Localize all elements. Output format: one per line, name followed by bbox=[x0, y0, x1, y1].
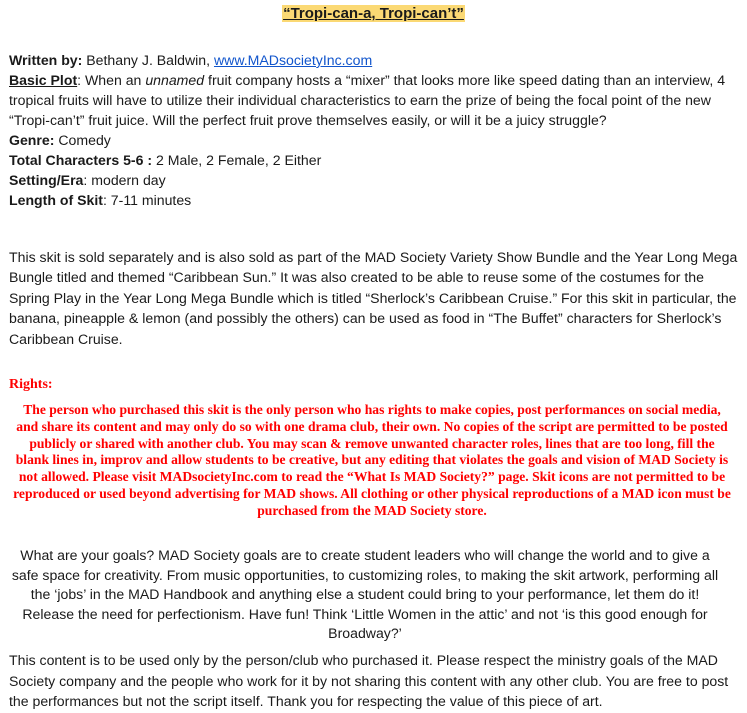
written-by-label: Written by: bbox=[9, 52, 83, 68]
author-name: Bethany J. Baldwin, bbox=[86, 52, 211, 68]
genre-value: Comedy bbox=[58, 132, 111, 148]
website-link[interactable]: www.MADsocietyInc.com bbox=[213, 52, 373, 68]
usage-paragraph: This content is to be used only by the person/club who purchased it. Please respect the ministry goals of the MAD Society company and the people who work for it by not sharing this content with any other club. You are free to post the performances but not the script itself. Thank you for respecting the value of this piece of art. bbox=[9, 652, 729, 709]
basic-plot-label: Basic Plot bbox=[9, 72, 78, 88]
document-title bbox=[0, 4, 747, 24]
basic-plot-italic: unnamed bbox=[145, 72, 205, 88]
rights-paragraph: The person who purchased this skit is the only person who has rights to make copies, post performances on social media, and share its content and may only do so with one drama club, their own. No copies of the script are permitted to be posted publicly or shared with another club. You may scan & remove unwanted character roles, lines that are too long, fill the blank lines in, improv and allow students to be creative, but any editing that violates the goals and vision of MAD Society is not allowed. Please visit MADsocietyInc.com to read the “What Is MAD Society?” page. Skit icons are not permitted to be reproduced or used beyond advertising for MAD shows. All clothing or other physical reproductions of a MAD icon must be purchased from the MAD Society store. bbox=[13, 402, 731, 518]
setting-value: : modern day bbox=[83, 172, 166, 188]
setting-row bbox=[9, 170, 739, 190]
sold-separately-paragraph: This skit is sold separately and is also sold as part of the MAD Society Variety Show Bundle and the Year Long Mega Bungle titled and themed “Caribbean Sun.” It was also created to be able to reuse some of the costumes for the Spring Play in the Year Long Mega Bundle which is titled “Sherlock’s Caribbean Cruise.” For this skit in particular, the banana, pineapple & lemon (and possibly the others) can be used as food in “The Buffet” characters for Sherlock’s Caribbean Cruise. bbox=[9, 249, 738, 347]
basic-plot-row bbox=[9, 70, 739, 130]
basic-plot-text-start: : When an bbox=[77, 72, 146, 88]
genre-label: Genre: bbox=[9, 132, 55, 148]
genre-row bbox=[9, 130, 739, 150]
length-label: Length of Skit bbox=[9, 192, 103, 208]
goals-paragraph: What are your goals? MAD Society goals are to create student leaders who will change the world and to give a safe space for creativity. From music opportunities, to customizing roles, to making the skit artwork, performing all the ‘jobs’ in the MAD Handbook and anything else a student could bring to your performance, let them do it! Release the need for perfectionism. Have fun! Think ‘Little Women in the attic’ and not ‘is this good enough for Broadway?’ bbox=[11, 547, 719, 641]
setting-label: Setting/Era bbox=[9, 172, 84, 188]
document-title-text: “Tropi-can-a, Tropi-can’t” bbox=[283, 5, 464, 22]
length-row bbox=[9, 190, 739, 210]
skit-details bbox=[9, 50, 739, 210]
characters-value: 2 Male, 2 Female, 2 Either bbox=[156, 152, 322, 168]
characters-row bbox=[9, 150, 739, 170]
basic-plot-text-end: fruit company hosts a “mixer” that looks more like speed dating than an interview, 4 tropical fruits will have to utilize their individual characteristics to earn the prize of being the focal point of the new “Tropi-can’t” fruit juice. Will the perfect fruit prove themselves easily, or will it be a juicy struggle? bbox=[9, 72, 726, 128]
characters-label: Total Characters 5-6 : bbox=[9, 152, 153, 168]
length-value: : 7-11 minutes bbox=[102, 192, 192, 208]
written-by-row bbox=[9, 50, 739, 70]
rights-heading: Rights: bbox=[9, 377, 53, 392]
